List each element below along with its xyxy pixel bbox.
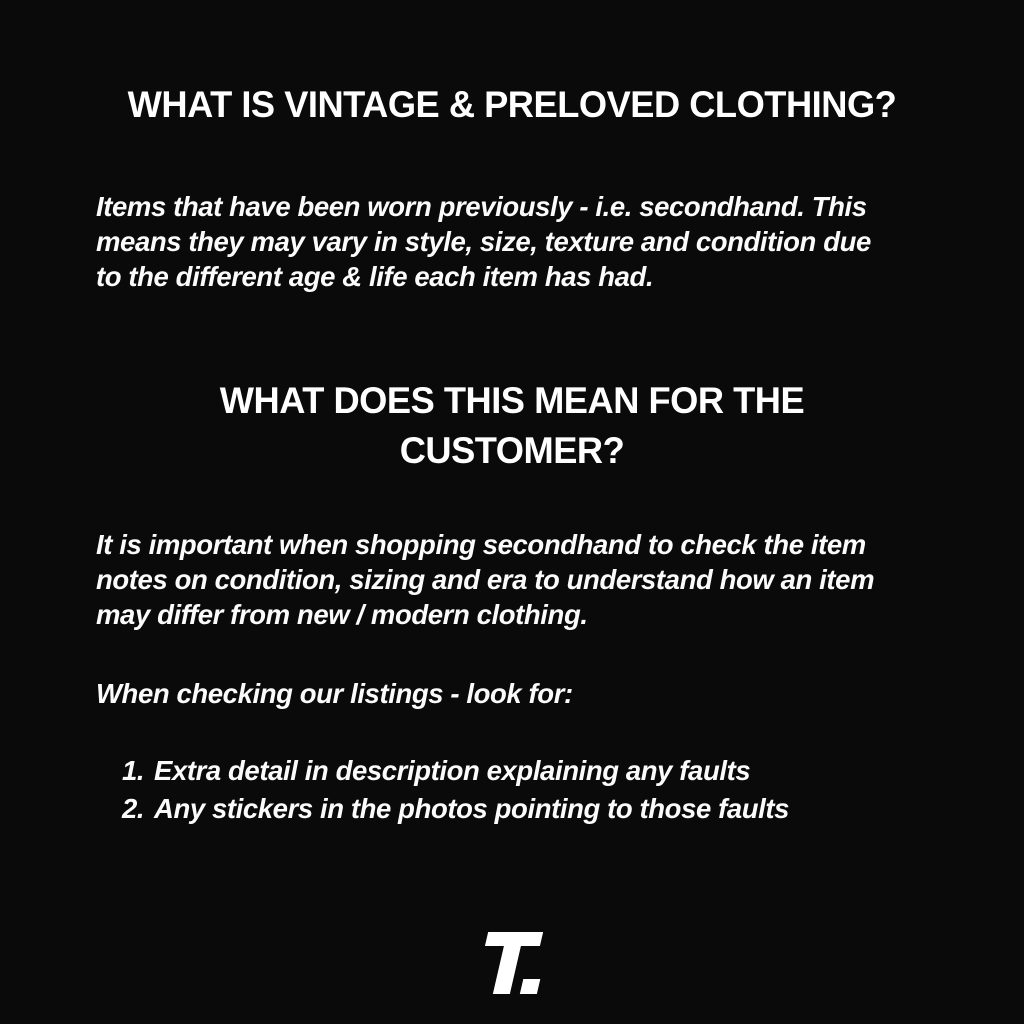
checklist-item [122,790,789,828]
list-text: Any stickers in the photos pointing to those faults [154,792,790,824]
intro-paragraph [96,189,871,294]
text-line: Items that have been worn previously - i.e. secondhand. This [96,191,867,222]
brand-logo [474,932,550,994]
customer-heading [10,376,1014,476]
text-line: notes on condition, sizing and era to understand how an item [96,564,875,595]
text-line: may differ from new / modern clothing. [96,599,588,630]
logo-period [520,979,540,994]
heading-line: CUSTOMER? [399,430,625,471]
text-line: It is important when shopping secondhand to check the item [96,529,866,560]
text-line: When checking our listings - look for: [96,678,573,709]
checklist-intro [96,676,573,711]
checklist-item [122,752,789,790]
list-text: Extra detail in description explaining any faults [154,755,751,786]
heading-line: WHAT DOES THIS MEAN FOR THE [219,380,805,421]
checklist [122,752,789,827]
customer-paragraph [96,527,874,632]
text-line: means they may vary in style, size, texture and condition due [96,226,871,257]
list-number: 1. [122,755,145,786]
main-heading [10,80,1014,130]
text-line: to the different age & life each item has had. [96,261,654,292]
heading-line: WHAT IS VINTAGE & PRELOVED CLOTHING? [127,84,897,125]
list-number: 2. [122,792,145,824]
